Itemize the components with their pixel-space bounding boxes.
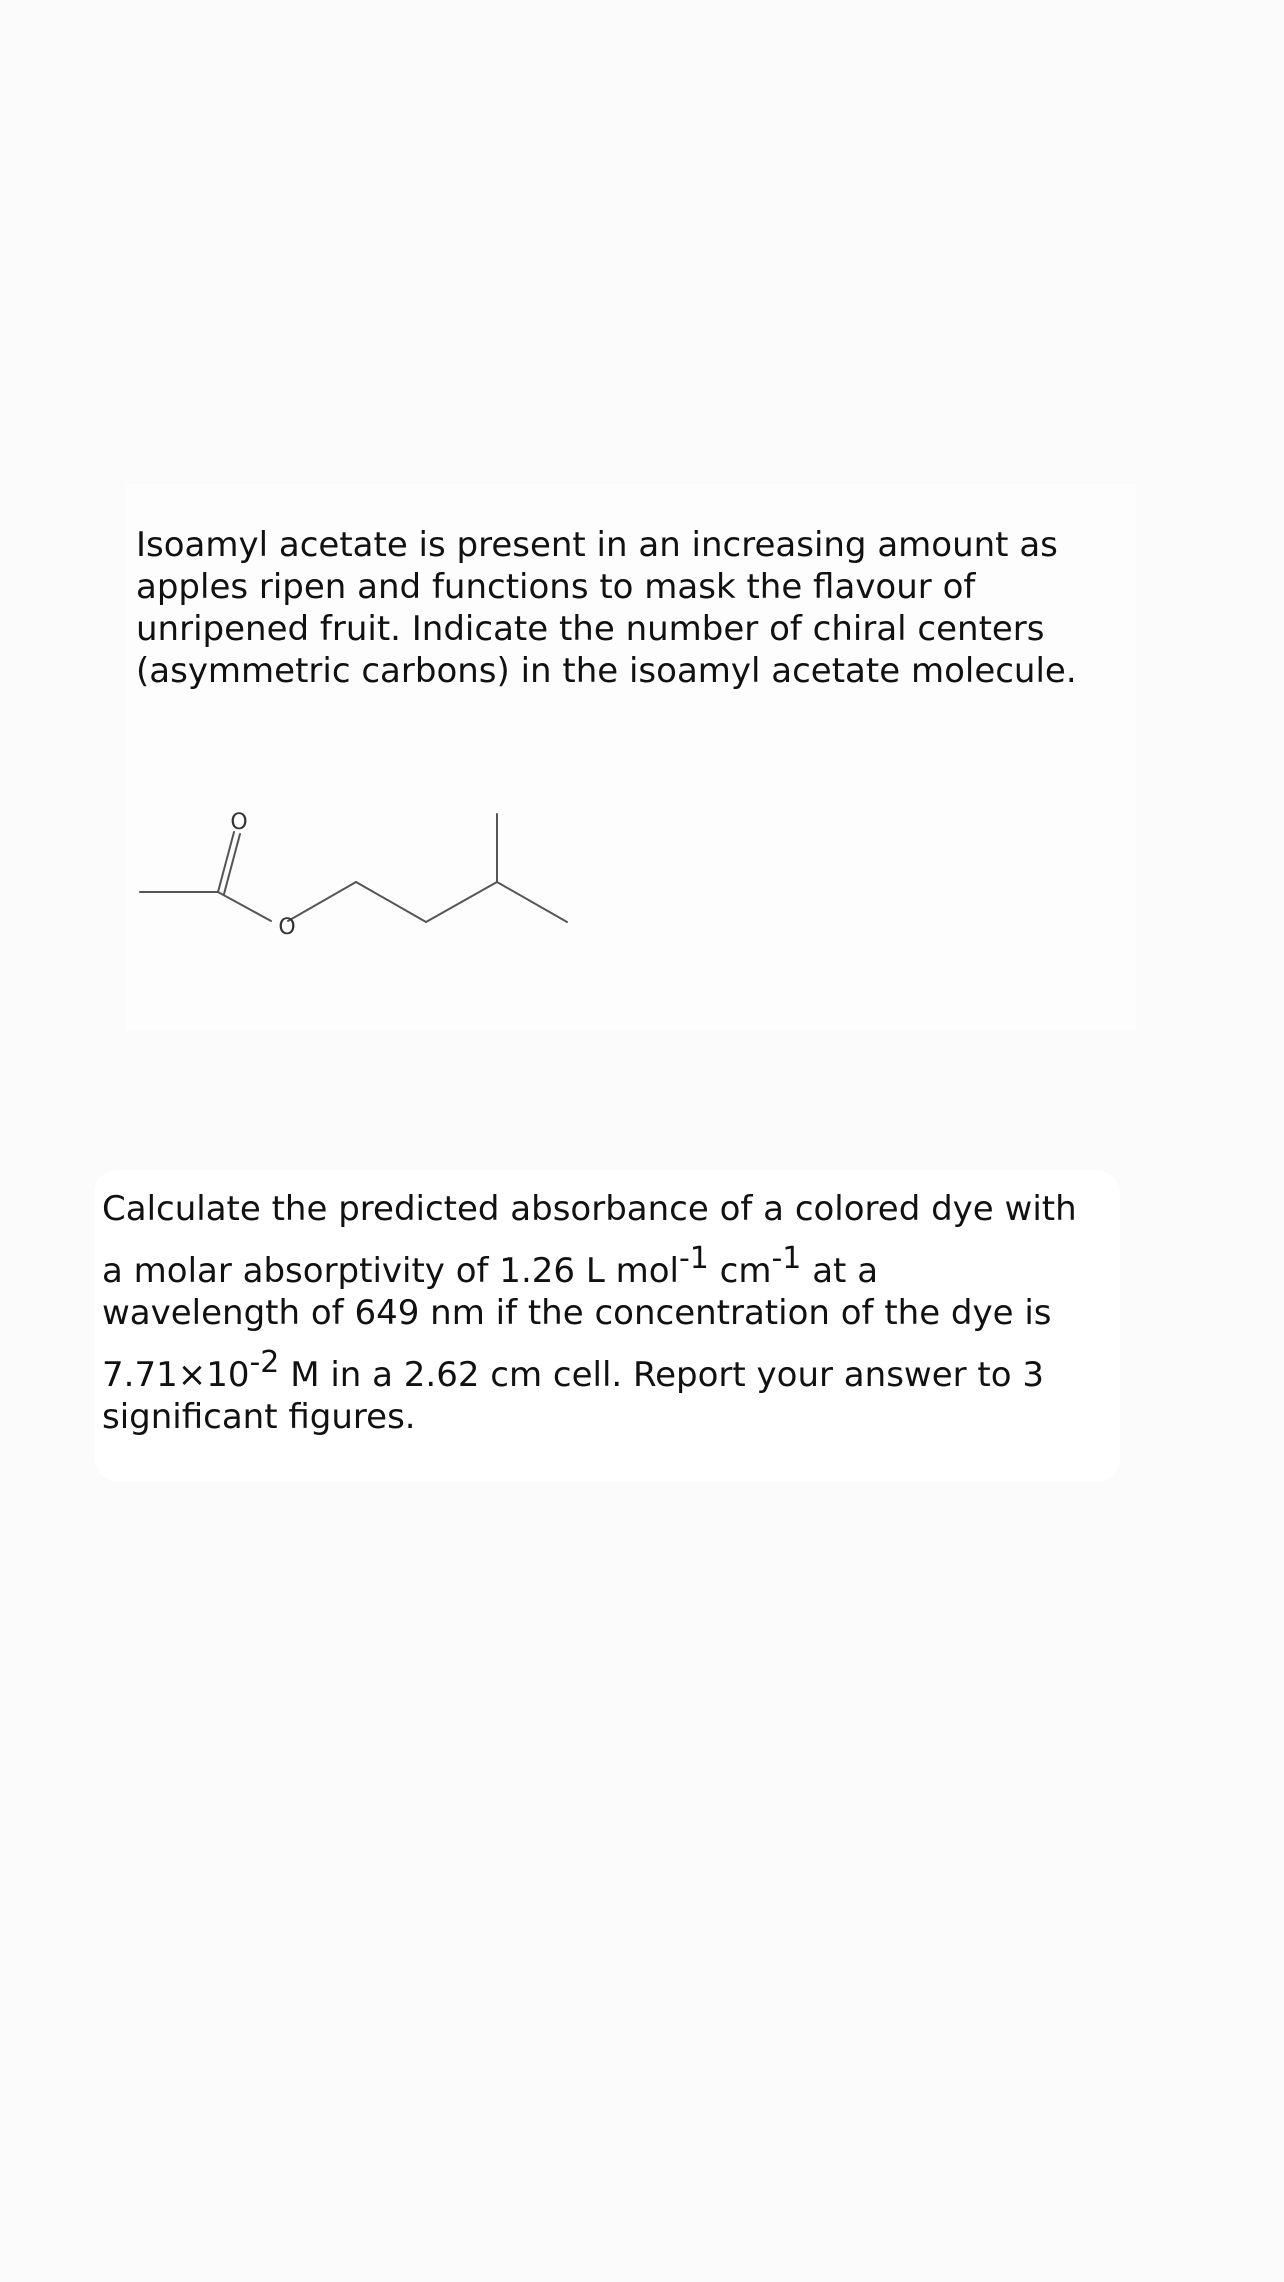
at-a-text: at a [801,1251,879,1291]
question-2-text [102,1188,1112,1438]
bond-ester-oxygen-ch2 [288,882,356,921]
bond-ch2-ch [426,882,497,922]
concentration-base-text: 7.71×10 [102,1355,250,1395]
isoamyl-acetate-structure [126,804,586,944]
bond-ch2-ch2 [356,882,426,922]
ester-oxygen-label: O [278,915,296,940]
bond-carbonyl-ester-oxygen [218,892,271,921]
cm-unit-text: cm [708,1251,772,1291]
carbonyl-oxygen-label: O [230,810,248,835]
question-2-line-1: Calculate the predicted absorbance of a colored dye with [102,1189,1077,1229]
molar-absorptivity-text: a molar absorptivity of 1.26 L mol [102,1251,679,1291]
question-1-card [126,484,1136,1030]
question-2-line-5: significant figures. [102,1397,416,1437]
concentration-exponent: -2 [249,1345,280,1380]
cm-exponent: -1 [771,1241,802,1276]
question-2-card [94,1170,1120,1482]
cell-length-text: M in a 2.62 cm cell. Report your answer to 3 [279,1355,1044,1395]
question-2-line-2 [102,1241,1112,1292]
question-2-line-4 [102,1345,1112,1396]
question-1-text: Isoamyl acetate is present in an increasing amount as apples ripen and functions to mask the flavour of unripened fruit. Indicate the number of chiral centers (asymmetric carbons) in the isoamyl acetate molecule. [136,525,1077,691]
question-2-line-3: wavelength of 649 nm if the concentration of the dye is [102,1293,1052,1333]
bond-ch-methyl-down [497,882,567,922]
mol-exponent: -1 [678,1241,709,1276]
